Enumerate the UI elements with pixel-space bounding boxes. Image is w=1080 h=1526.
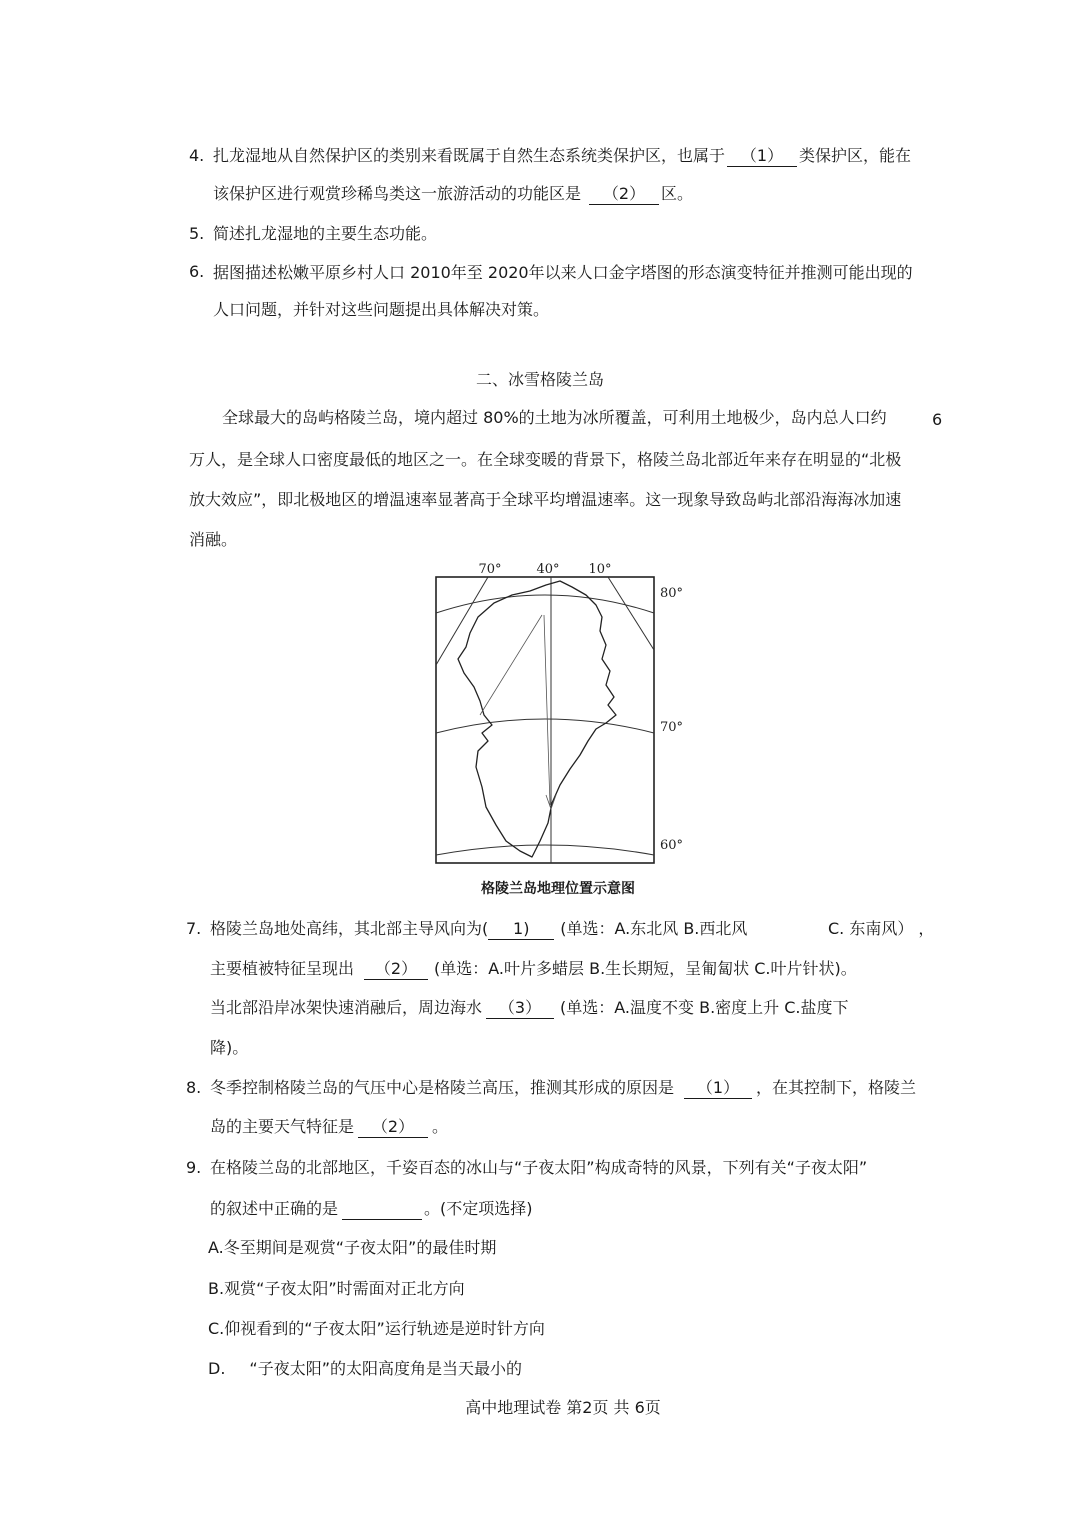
question-9-text-b: 。(不定项选择)	[424, 1199, 533, 1218]
question-8-blank-2[interactable]: （2）	[358, 1118, 428, 1138]
question-7-line-1	[210, 919, 747, 940]
sketch-arrow-1	[480, 615, 542, 715]
question-7-number: 7.	[186, 919, 202, 938]
question-4-text-d: 区。	[661, 184, 694, 203]
question-9-option-d-text: “子夜太阳”的太阳高度角是当天最小的	[249, 1359, 522, 1378]
passage-line-4: 消融。	[189, 530, 238, 549]
question-8-text-d: 。	[432, 1117, 449, 1136]
passage-line-3: 放大效应”，即北极地区的增温速率显著高于全球平均增温速率。这一现象导致岛屿北部沿海海冰加速	[189, 490, 902, 509]
question-8-text-b: ，在其控制下，格陵兰	[756, 1078, 917, 1097]
question-8-text-a: 冬季控制格陵兰岛的气压中心是格陵兰高压，推测其形成的原因是	[210, 1078, 675, 1097]
longitude-10-line	[608, 577, 654, 650]
passage-line-1: 全球最大的岛屿格陵兰岛，境内超过 80%的土地为冰所覆盖，可利用土地极少，岛内总人口约	[222, 408, 887, 427]
passage-line-1-end: 6	[932, 410, 943, 429]
question-7-blank-1[interactable]: 1)	[488, 920, 554, 940]
question-4-line-1	[213, 146, 911, 167]
question-7-blank-2[interactable]: （2）	[364, 960, 428, 980]
longitude-70-line	[436, 577, 488, 665]
lon-label-10: 10°	[588, 562, 612, 577]
question-4-text-a: 扎龙湿地从自然保护区的类别来看既属于自然生态系统类保护区，也属于	[213, 146, 726, 165]
lon-label-40: 40°	[536, 562, 560, 577]
sketch-arrow-2	[544, 615, 550, 805]
question-7-text-b: (单选：A.东北风 B.西北风	[560, 919, 748, 938]
question-4-number: 4.	[189, 146, 205, 165]
question-7-text-a: 格陵兰岛地处高纬，其北部主导风向为(	[210, 919, 489, 938]
question-8-blank-1[interactable]: （1）	[684, 1079, 752, 1099]
question-5-number: 5.	[189, 224, 205, 243]
question-9-answer-blank[interactable]	[342, 1200, 422, 1220]
question-4-blank-1[interactable]: （1）	[727, 147, 797, 167]
question-7-text-c: 主要植被特征呈现出	[210, 959, 355, 978]
question-8-number: 8.	[186, 1078, 202, 1097]
question-7-line-2	[210, 959, 857, 980]
latitude-70-line	[436, 719, 654, 733]
lat-label-60: 60°	[660, 838, 684, 853]
question-4-line-2	[213, 184, 693, 205]
question-7-text-e: 当北部沿岸冰架快速消融后，周边海水	[210, 998, 483, 1017]
question-7-line-4: 降)。	[210, 1038, 249, 1057]
question-4-blank-2[interactable]: （2）	[589, 185, 659, 205]
question-9-line-1: 在格陵兰岛的北部地区，千姿百态的冰山与“子夜太阳”构成奇特的风景，下列有关“子夜太阳”	[210, 1158, 868, 1177]
question-8-text-c: 岛的主要天气特征是	[210, 1117, 355, 1136]
lat-label-80: 80°	[660, 586, 684, 601]
question-6-line-2: 人口问题，并针对这些问题提出具体解决对策。	[213, 300, 550, 319]
question-4-text-b: 类保护区，能在	[799, 146, 912, 165]
map-frame	[436, 577, 654, 863]
question-9-number: 9.	[186, 1158, 202, 1177]
question-6-number: 6.	[189, 262, 205, 281]
lon-label-70: 70°	[478, 562, 502, 577]
question-8-line-2	[210, 1117, 448, 1138]
question-7-text-d: (单选：A.叶片多蜡层 B.生长期短，呈匍匐状 C.叶片针状)。	[434, 959, 857, 978]
question-8-line-1	[210, 1078, 916, 1099]
question-7-line-1-end: C. 东南风） ，	[828, 919, 935, 938]
question-9-option-c[interactable]: C.仰视看到的“子夜太阳”运行轨迹是逆时针方向	[208, 1319, 545, 1338]
question-7-line-3	[210, 998, 849, 1019]
question-9-option-b[interactable]: B.观赏“子夜太阳”时需面对正北方向	[208, 1279, 465, 1298]
question-9-option-a[interactable]: A.冬至期间是观赏“子夜太阳”的最佳时期	[208, 1238, 497, 1257]
question-7-text-f: (单选：A.温度不变 B.密度上升 C.盐度下	[560, 998, 849, 1017]
question-9-option-d-label: D.	[208, 1359, 226, 1378]
question-9-option-d[interactable]	[208, 1359, 522, 1379]
greenland-map	[420, 555, 690, 875]
question-7-blank-3[interactable]: （3）	[486, 999, 554, 1019]
question-5-text: 简述扎龙湿地的主要生态功能。	[213, 224, 438, 243]
question-6-line-1: 据图描述松嫩平原乡村人口 2010年至 2020年以来人口金字塔图的形态演变特征并推测可能出现的	[213, 263, 913, 282]
latitude-60-line	[436, 845, 654, 855]
page-footer: 高中地理试卷 第2页 共 6页	[465, 1398, 661, 1417]
section-title: 二、冰雪格陵兰岛	[475, 370, 604, 389]
question-9-text-a: 的叙述中正确的是	[210, 1199, 339, 1218]
map-caption: 格陵兰岛地理位置示意图	[481, 881, 635, 897]
lat-label-70: 70°	[660, 720, 684, 735]
question-9-line-2	[210, 1199, 533, 1220]
passage-line-2: 万人，是全球人口密度最低的地区之一。在全球变暖的背景下，格陵兰岛北部近年来存在明显的“北极	[189, 450, 902, 469]
question-4-text-c: 该保护区进行观赏珍稀鸟类这一旅游活动的功能区是	[213, 184, 582, 203]
